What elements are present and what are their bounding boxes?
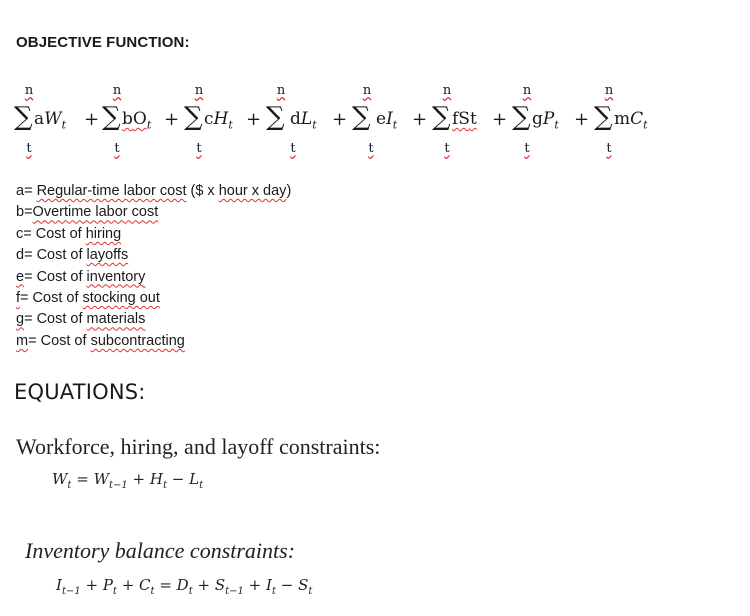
inventory-equation: $I_{t-1} + P_t + C_t = D_t + S_{t-1} + I_t - S_t$: [56, 576, 313, 597]
workforce-constraints-heading: Workforce, hiring, and layoff constraints:: [16, 434, 381, 459]
sum-upper-limit: n: [362, 83, 372, 98]
definition-f: f= Cost of stocking out: [16, 290, 160, 307]
sum-lower-limit: t: [290, 141, 296, 156]
term-expression: $bO_t$: [122, 109, 152, 132]
sum-lower-limit: t: [196, 141, 202, 156]
plus-sign: +: [492, 109, 508, 130]
sum-lower-limit: t: [26, 141, 32, 156]
sigma-symbol: ∑: [594, 102, 613, 132]
sigma-symbol: ∑: [184, 102, 203, 132]
sum-upper-limit: n: [522, 83, 532, 98]
cost-definitions-list: [16, 181, 291, 352]
sum-upper-limit: n: [276, 83, 286, 98]
sigma-symbol: ∑: [266, 102, 285, 132]
sum-lower-limit: t: [524, 141, 530, 156]
sigma-symbol: ∑: [432, 102, 451, 132]
sum-lower-limit: t: [114, 141, 120, 156]
definition-c: c= Cost of hiring: [16, 225, 122, 242]
definition-m: m= Cost of subcontracting: [16, 332, 185, 349]
sigma-symbol: ∑: [14, 102, 33, 132]
inventory-constraints-heading: Inventory balance constraints:: [25, 538, 296, 563]
definition-b: b=Overtime labor cost: [16, 204, 159, 221]
term-expression: $eI_t$: [376, 109, 398, 132]
term-expression: $dL_t$: [290, 109, 317, 132]
term-expression: $mC_t$: [614, 109, 648, 132]
plus-sign: +: [574, 109, 590, 130]
definition-a: a= Regular-time labor cost ($ x hour x day): [16, 183, 292, 199]
objective-function-title: OBJECTIVE FUNCTION:: [16, 34, 190, 51]
sum-upper-limit: n: [194, 83, 204, 98]
sigma-symbol: ∑: [102, 102, 121, 132]
sum-upper-limit: n: [112, 83, 122, 98]
sum-lower-limit: t: [606, 141, 612, 156]
sum-upper-limit: n: [24, 83, 34, 98]
term-expression: $gP_t$: [532, 109, 559, 132]
plus-sign: +: [246, 109, 262, 130]
equations-title: EQUATIONS:: [14, 380, 146, 404]
objective-function: [14, 83, 744, 161]
definition-g: g= Cost of materials: [16, 311, 146, 328]
sum-upper-limit: n: [442, 83, 452, 98]
sum-lower-limit: t: [444, 141, 450, 156]
sigma-symbol: ∑: [512, 102, 531, 132]
definition-e: e= Cost of inventory: [16, 268, 146, 285]
sum-upper-limit: n: [604, 83, 614, 98]
term-expression: $cH_t$: [204, 109, 233, 132]
plus-sign: +: [164, 109, 180, 130]
plus-sign: +: [84, 109, 100, 130]
sum-lower-limit: t: [368, 141, 374, 156]
term-expression: $aW_t$: [34, 109, 67, 132]
plus-sign: +: [412, 109, 428, 130]
term-expression: fSt: [452, 109, 477, 129]
definition-d: d= Cost of layoffs: [16, 247, 129, 264]
sigma-symbol: ∑: [352, 102, 371, 132]
plus-sign: +: [332, 109, 348, 130]
workforce-equation: $W_t = W_{t-1} + H_t - L_t$: [52, 470, 204, 491]
